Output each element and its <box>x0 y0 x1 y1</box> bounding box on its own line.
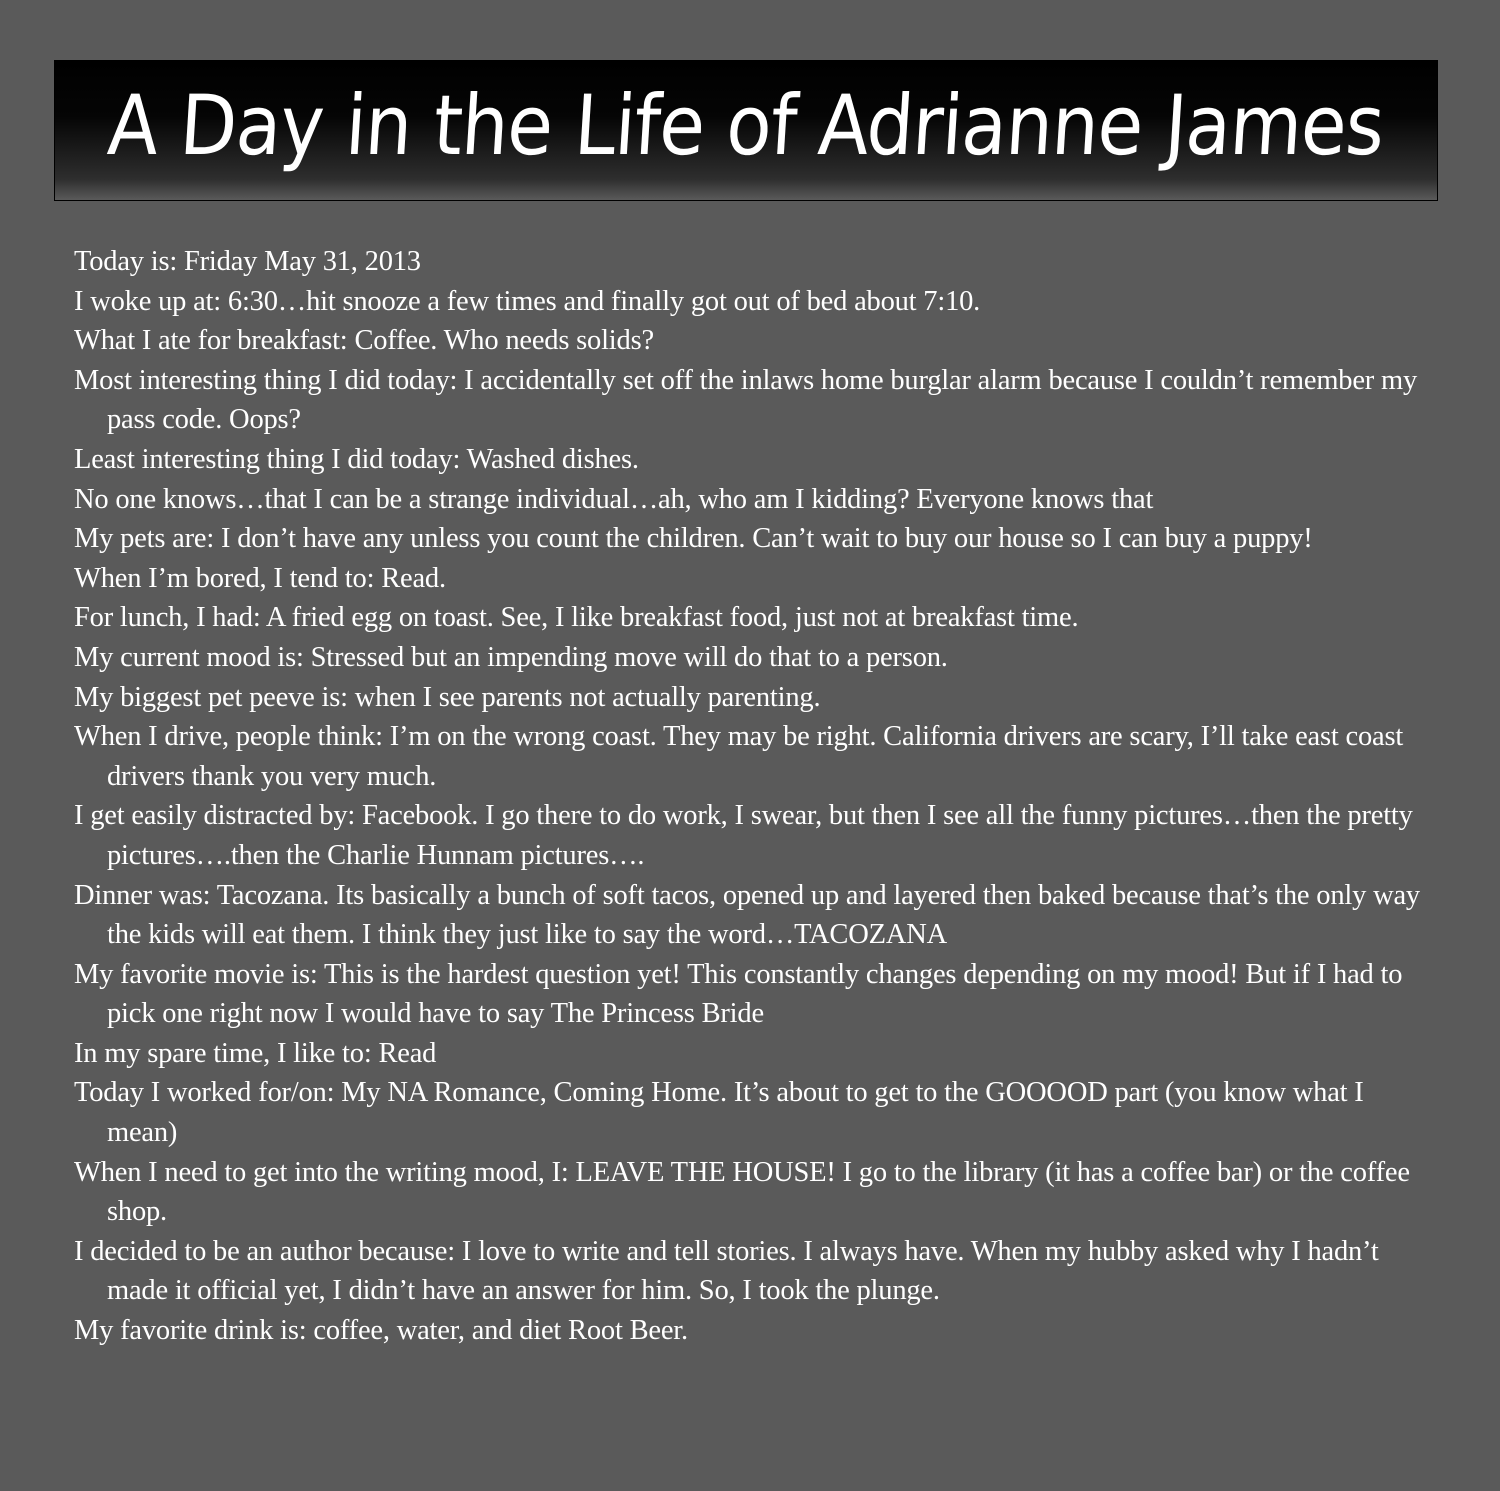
entry-bored: When I’m bored, I tend to: Read. <box>74 562 446 594</box>
entry-most-interesting: Most interesting thing I did today: I accidentally set off the inlaws home burglar alarm because I couldn’t remember my pass code. Oops? <box>74 364 1418 436</box>
entry-woke-up: I woke up at: 6:30…hit snooze a few times and finally got out of bed about 7:10. <box>74 285 981 317</box>
entry-least-interesting: Least interesting thing I did today: Washed dishes. <box>74 443 639 475</box>
entry-dinner: Dinner was: Tacozana. Its basically a bunch of soft tacos, opened up and layered then baked because that’s the only way the kids will eat them. I think they just like to say the word…TACOZANA <box>74 879 1420 951</box>
entry-list <box>74 242 1434 1351</box>
entry-favorite-movie: My favorite movie is: This is the hardest question yet! This constantly changes depending on my mood! But if I had to pick one right now I would have to say The Princess Bride <box>74 958 1403 1030</box>
entry-today: Today is: Friday May 31, 2013 <box>74 246 421 277</box>
entry-lunch: For lunch, I had: A fried egg on toast. See, I like breakfast food, just not at breakfast time. <box>74 602 1079 634</box>
entry-writing-mood: When I need to get into the writing mood, I: LEAVE THE HOUSE! I go to the library (it has a coffee bar) or the coffee shop. <box>74 1156 1410 1228</box>
title-banner <box>54 60 1438 201</box>
entry-pets: My pets are: I don’t have any unless you count the children. Can’t wait to buy our house so I can buy a puppy! <box>74 523 1313 555</box>
entry-pet-peeve: My biggest pet peeve is: when I see parents not actually parenting. <box>74 681 821 713</box>
entry-favorite-drink: My favorite drink is: coffee, water, and diet Root Beer. <box>74 1315 688 1347</box>
entry-distracted: I get easily distracted by: Facebook. I go there to do work, I swear, but then I see all the funny pictures…then the pretty pictures….then the Charlie Hunnam pictures…. <box>74 800 1413 871</box>
entry-breakfast: What I ate for breakfast: Coffee. Who needs solids? <box>74 325 654 357</box>
page-title: A Day in the Life of Adrianne James <box>105 77 1387 174</box>
entry-mood: My current mood is: Stressed but an impending move will do that to a person. <box>74 641 948 673</box>
entry-no-one-knows: No one knows…that I can be a strange individual…ah, who am I kidding? Everyone knows that <box>74 483 1154 515</box>
entry-worked-on: Today I worked for/on: My NA Romance, Coming Home. It’s about to get to the GOOOOD part (you know what I mean) <box>74 1077 1364 1149</box>
entry-spare-time: In my spare time, I like to: Read <box>74 1037 437 1069</box>
entry-author-because: I decided to be an author because: I love to write and tell stories. I always have. When my hubby asked why I hadn’t made it official yet, I didn’t have an answer for him. So, I took the plunge. <box>74 1235 1379 1307</box>
entry-drive: When I drive, people think: I’m on the wrong coast. They may be right. California drivers are scary, I’ll take east coast drivers thank you very much. <box>74 721 1404 792</box>
